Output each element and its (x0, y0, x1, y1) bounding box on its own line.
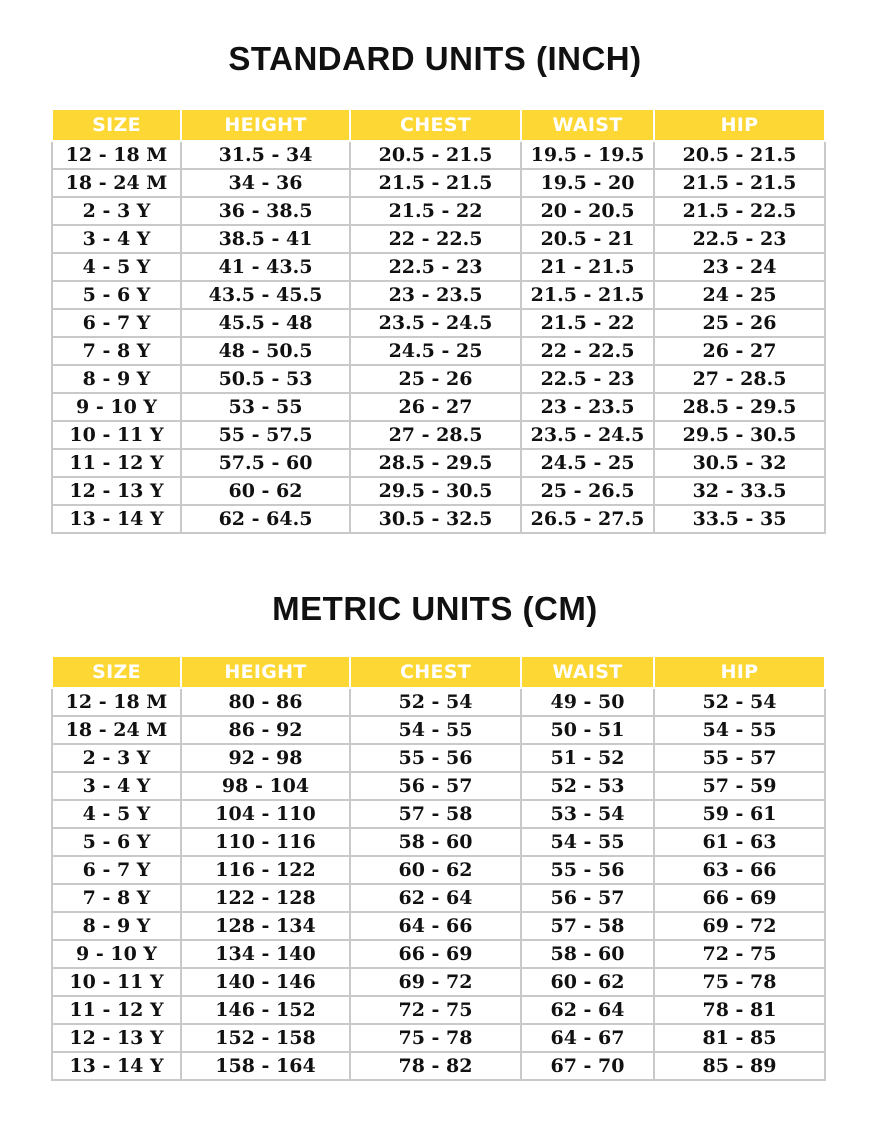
cell-hip: 23 - 24 (654, 253, 825, 281)
cell-chest: 23 - 23.5 (350, 281, 521, 309)
table-row (52, 912, 825, 940)
cell-chest: 57 - 58 (350, 800, 521, 828)
cell-chest: 22 - 22.5 (350, 225, 521, 253)
table-row (52, 141, 825, 169)
cell-height: 98 - 104 (181, 772, 350, 800)
cell-height: 128 - 134 (181, 912, 350, 940)
cell-size: 12 - 13 Y (52, 1024, 181, 1052)
cell-height: 31.5 - 34 (181, 141, 350, 169)
cell-size: 18 - 24 M (52, 169, 181, 197)
cell-height: 62 - 64.5 (181, 505, 350, 533)
column-header-size: SIZE (52, 109, 181, 141)
table-row (52, 1024, 825, 1052)
cell-hip: 63 - 66 (654, 856, 825, 884)
cell-hip: 75 - 78 (654, 968, 825, 996)
cell-hip: 78 - 81 (654, 996, 825, 1024)
cell-hip: 66 - 69 (654, 884, 825, 912)
cell-size: 10 - 11 Y (52, 421, 181, 449)
metric-units-table (51, 655, 826, 1081)
cell-hip: 24 - 25 (654, 281, 825, 309)
table-row (52, 337, 825, 365)
cell-hip: 57 - 59 (654, 772, 825, 800)
table-row (52, 449, 825, 477)
cell-chest: 23.5 - 24.5 (350, 309, 521, 337)
cell-waist: 50 - 51 (521, 716, 654, 744)
cell-chest: 21.5 - 21.5 (350, 169, 521, 197)
cell-hip: 54 - 55 (654, 716, 825, 744)
cell-height: 122 - 128 (181, 884, 350, 912)
standard-units-title: STANDARD UNITS (INCH) (228, 40, 642, 77)
cell-size: 6 - 7 Y (52, 309, 181, 337)
cell-hip: 20.5 - 21.5 (654, 141, 825, 169)
table-row (52, 253, 825, 281)
cell-chest: 20.5 - 21.5 (350, 141, 521, 169)
cell-waist: 60 - 62 (521, 968, 654, 996)
cell-size: 3 - 4 Y (52, 225, 181, 253)
cell-chest: 69 - 72 (350, 968, 521, 996)
cell-hip: 28.5 - 29.5 (654, 393, 825, 421)
cell-size: 10 - 11 Y (52, 968, 181, 996)
cell-hip: 85 - 89 (654, 1052, 825, 1080)
cell-chest: 55 - 56 (350, 744, 521, 772)
cell-waist: 23 - 23.5 (521, 393, 654, 421)
cell-height: 146 - 152 (181, 996, 350, 1024)
cell-waist: 25 - 26.5 (521, 477, 654, 505)
cell-hip: 21.5 - 21.5 (654, 169, 825, 197)
cell-waist: 20 - 20.5 (521, 197, 654, 225)
metric-units-title: METRIC UNITS (CM) (272, 590, 598, 627)
cell-waist: 22.5 - 23 (521, 365, 654, 393)
cell-chest: 52 - 54 (350, 688, 521, 716)
cell-size: 5 - 6 Y (52, 828, 181, 856)
cell-height: 34 - 36 (181, 169, 350, 197)
cell-hip: 22.5 - 23 (654, 225, 825, 253)
cell-chest: 64 - 66 (350, 912, 521, 940)
cell-waist: 58 - 60 (521, 940, 654, 968)
table-row (52, 281, 825, 309)
table-row (52, 716, 825, 744)
table-row (52, 477, 825, 505)
cell-height: 36 - 38.5 (181, 197, 350, 225)
cell-size: 13 - 14 Y (52, 1052, 181, 1080)
cell-height: 152 - 158 (181, 1024, 350, 1052)
column-header-chest: CHEST (350, 109, 521, 141)
cell-size: 6 - 7 Y (52, 856, 181, 884)
cell-waist: 52 - 53 (521, 772, 654, 800)
cell-waist: 21.5 - 22 (521, 309, 654, 337)
cell-waist: 19.5 - 19.5 (521, 141, 654, 169)
cell-hip: 33.5 - 35 (654, 505, 825, 533)
cell-waist: 67 - 70 (521, 1052, 654, 1080)
cell-waist: 55 - 56 (521, 856, 654, 884)
cell-hip: 52 - 54 (654, 688, 825, 716)
table-header-row (52, 109, 825, 141)
cell-height: 57.5 - 60 (181, 449, 350, 477)
table-row (52, 968, 825, 996)
table-row (52, 828, 825, 856)
table-row (52, 884, 825, 912)
cell-hip: 69 - 72 (654, 912, 825, 940)
cell-hip: 25 - 26 (654, 309, 825, 337)
cell-chest: 62 - 64 (350, 884, 521, 912)
cell-waist: 53 - 54 (521, 800, 654, 828)
cell-hip: 26 - 27 (654, 337, 825, 365)
table-row (52, 309, 825, 337)
cell-hip: 32 - 33.5 (654, 477, 825, 505)
cell-size: 18 - 24 M (52, 716, 181, 744)
cell-size: 5 - 6 Y (52, 281, 181, 309)
cell-waist: 23.5 - 24.5 (521, 421, 654, 449)
table-row (52, 1052, 825, 1080)
cell-waist: 51 - 52 (521, 744, 654, 772)
table-row (52, 393, 825, 421)
cell-waist: 57 - 58 (521, 912, 654, 940)
table-row (52, 197, 825, 225)
column-header-height: HEIGHT (181, 109, 350, 141)
cell-height: 48 - 50.5 (181, 337, 350, 365)
cell-height: 140 - 146 (181, 968, 350, 996)
cell-size: 4 - 5 Y (52, 253, 181, 281)
cell-chest: 54 - 55 (350, 716, 521, 744)
cell-hip: 72 - 75 (654, 940, 825, 968)
cell-height: 38.5 - 41 (181, 225, 350, 253)
cell-hip: 61 - 63 (654, 828, 825, 856)
cell-size: 9 - 10 Y (52, 393, 181, 421)
cell-height: 86 - 92 (181, 716, 350, 744)
cell-size: 8 - 9 Y (52, 365, 181, 393)
cell-chest: 58 - 60 (350, 828, 521, 856)
cell-size: 4 - 5 Y (52, 800, 181, 828)
cell-waist: 54 - 55 (521, 828, 654, 856)
table-row (52, 856, 825, 884)
table-row (52, 996, 825, 1024)
table-row (52, 169, 825, 197)
cell-chest: 66 - 69 (350, 940, 521, 968)
cell-hip: 81 - 85 (654, 1024, 825, 1052)
cell-size: 2 - 3 Y (52, 197, 181, 225)
cell-size: 7 - 8 Y (52, 884, 181, 912)
cell-waist: 22 - 22.5 (521, 337, 654, 365)
table-row (52, 225, 825, 253)
column-header-height: HEIGHT (181, 656, 350, 688)
cell-height: 55 - 57.5 (181, 421, 350, 449)
cell-chest: 27 - 28.5 (350, 421, 521, 449)
cell-waist: 21 - 21.5 (521, 253, 654, 281)
cell-height: 104 - 110 (181, 800, 350, 828)
cell-height: 50.5 - 53 (181, 365, 350, 393)
cell-height: 116 - 122 (181, 856, 350, 884)
column-header-chest: CHEST (350, 656, 521, 688)
cell-size: 3 - 4 Y (52, 772, 181, 800)
cell-height: 60 - 62 (181, 477, 350, 505)
cell-chest: 25 - 26 (350, 365, 521, 393)
table-row (52, 365, 825, 393)
cell-size: 9 - 10 Y (52, 940, 181, 968)
cell-chest: 72 - 75 (350, 996, 521, 1024)
column-header-waist: WAIST (521, 109, 654, 141)
cell-waist: 20.5 - 21 (521, 225, 654, 253)
column-header-waist: WAIST (521, 656, 654, 688)
cell-size: 12 - 18 M (52, 141, 181, 169)
cell-waist: 21.5 - 21.5 (521, 281, 654, 309)
cell-hip: 30.5 - 32 (654, 449, 825, 477)
column-header-size: SIZE (52, 656, 181, 688)
table-row (52, 421, 825, 449)
cell-size: 11 - 12 Y (52, 449, 181, 477)
column-header-hip: HIP (654, 656, 825, 688)
cell-height: 92 - 98 (181, 744, 350, 772)
cell-height: 80 - 86 (181, 688, 350, 716)
table-row (52, 505, 825, 533)
cell-chest: 75 - 78 (350, 1024, 521, 1052)
cell-waist: 49 - 50 (521, 688, 654, 716)
cell-chest: 60 - 62 (350, 856, 521, 884)
cell-height: 134 - 140 (181, 940, 350, 968)
cell-waist: 24.5 - 25 (521, 449, 654, 477)
cell-size: 11 - 12 Y (52, 996, 181, 1024)
cell-height: 110 - 116 (181, 828, 350, 856)
cell-waist: 64 - 67 (521, 1024, 654, 1052)
column-header-hip: HIP (654, 109, 825, 141)
cell-waist: 19.5 - 20 (521, 169, 654, 197)
cell-hip: 21.5 - 22.5 (654, 197, 825, 225)
cell-waist: 56 - 57 (521, 884, 654, 912)
table-row (52, 744, 825, 772)
cell-chest: 78 - 82 (350, 1052, 521, 1080)
cell-chest: 26 - 27 (350, 393, 521, 421)
cell-chest: 29.5 - 30.5 (350, 477, 521, 505)
table-row (52, 940, 825, 968)
cell-chest: 28.5 - 29.5 (350, 449, 521, 477)
table-row (52, 688, 825, 716)
cell-height: 53 - 55 (181, 393, 350, 421)
cell-waist: 62 - 64 (521, 996, 654, 1024)
table-row (52, 772, 825, 800)
cell-size: 12 - 18 M (52, 688, 181, 716)
cell-chest: 22.5 - 23 (350, 253, 521, 281)
cell-chest: 24.5 - 25 (350, 337, 521, 365)
cell-size: 2 - 3 Y (52, 744, 181, 772)
cell-chest: 56 - 57 (350, 772, 521, 800)
cell-size: 8 - 9 Y (52, 912, 181, 940)
cell-hip: 59 - 61 (654, 800, 825, 828)
cell-hip: 29.5 - 30.5 (654, 421, 825, 449)
cell-waist: 26.5 - 27.5 (521, 505, 654, 533)
cell-height: 43.5 - 45.5 (181, 281, 350, 309)
cell-height: 41 - 43.5 (181, 253, 350, 281)
cell-hip: 27 - 28.5 (654, 365, 825, 393)
cell-size: 12 - 13 Y (52, 477, 181, 505)
cell-height: 158 - 164 (181, 1052, 350, 1080)
cell-chest: 30.5 - 32.5 (350, 505, 521, 533)
cell-size: 13 - 14 Y (52, 505, 181, 533)
table-header-row (52, 656, 825, 688)
cell-hip: 55 - 57 (654, 744, 825, 772)
table-row (52, 800, 825, 828)
standard-units-table (51, 108, 826, 534)
cell-height: 45.5 - 48 (181, 309, 350, 337)
cell-chest: 21.5 - 22 (350, 197, 521, 225)
cell-size: 7 - 8 Y (52, 337, 181, 365)
